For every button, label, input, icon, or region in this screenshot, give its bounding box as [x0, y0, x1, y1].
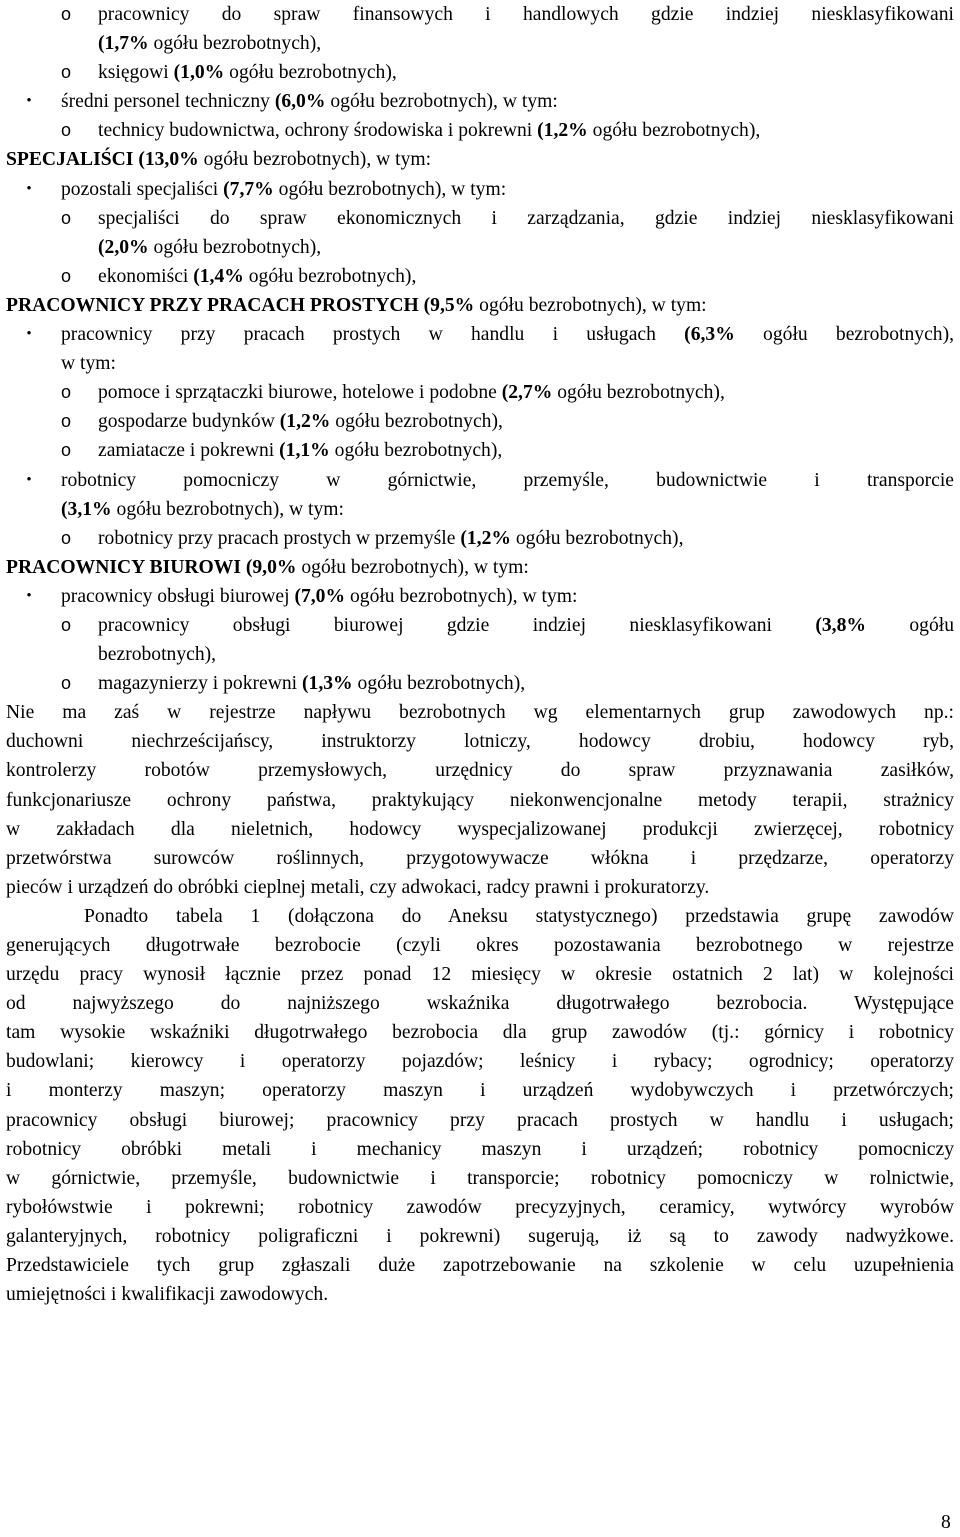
- item-text: pomoce i sprzątaczki biurowe, hotelowe i podobne: [98, 382, 502, 404]
- list-item: [6, 87, 954, 116]
- item-text: robotnicy pomocniczy w górnictwie, przemyśle, budownictwie i transporcie: [61, 469, 954, 491]
- circle-bullet-icon: o: [61, 411, 72, 432]
- list-item: [6, 669, 954, 698]
- item-text-tail: ogółu bezrobotnych), w tym:: [474, 294, 707, 316]
- paragraph-line: w górnictwie, przemyśle, budownictwie i transporcie; robotnicy pomocniczy w rolnictwie,: [6, 1167, 954, 1189]
- paragraph-line: generujących długotrwałe bezrobocie (czyli okres pozostawania bezrobotnego w rejestrze: [6, 935, 954, 956]
- paragraph-long-term-unemployment: [6, 902, 954, 1309]
- item-text-tail: ogółu bezrobotnych), w tym:: [345, 585, 578, 607]
- circle-bullet-icon: o: [61, 673, 72, 694]
- percent-value: (3,1%: [61, 498, 112, 520]
- item-text: specjaliści do spraw ekonomicznych i zarządzania, gdzie indziej niesklasyfikowani: [98, 207, 954, 229]
- bullet-icon: •: [26, 587, 32, 604]
- page-number: 8: [941, 1512, 951, 1533]
- percent-value: (6,3%: [684, 324, 735, 346]
- item-text: księgowi: [98, 62, 174, 84]
- list-item: [6, 0, 954, 58]
- list-item: [6, 407, 954, 436]
- item-text: średni personel techniczny: [61, 91, 275, 113]
- item-text-cont: bezrobotnych),: [98, 644, 217, 666]
- percent-value: (1,0%: [173, 62, 225, 84]
- circle-bullet-icon: o: [61, 265, 72, 286]
- paragraph-line: pieców i urządzeń do obróbki cieplnej metali, czy adwokaci, radcy prawni i prokuratorzy.: [6, 876, 710, 898]
- item-text: zamiatacze i pokrewni: [98, 440, 280, 462]
- item-text-tail: ogółu bezrobotnych), w tym:: [198, 149, 432, 171]
- occupation-list: [6, 0, 954, 698]
- item-text-tail: ogółu bezrobotnych),: [148, 236, 322, 258]
- paragraph-line: Przedstawiciele tych grup zgłaszali duże zapotrzebowanie na szkolenie w celu uzupełnienia: [6, 1255, 954, 1277]
- list-item: [6, 116, 954, 145]
- percent-value: (9,0%: [245, 556, 297, 578]
- list-item: [6, 145, 954, 174]
- circle-bullet-icon: o: [61, 614, 72, 635]
- item-text: pracownicy do spraw finansowych i handlowych gdzie indziej niesklasyfikowani: [98, 4, 954, 25]
- item-text-tail: ogółu bezrobotnych),: [243, 265, 417, 287]
- percent-value: (1,2%: [537, 120, 588, 142]
- list-item: [6, 582, 954, 611]
- percent-value: (1,2%: [460, 527, 511, 549]
- paragraph-line: tam wysokie wskaźniki długotrwałego bezrobocia dla grup zawodów (tj.: górnicy i robotnicy: [6, 1022, 954, 1044]
- paragraph-line: i monterzy maszyn; operatorzy maszyn i urządzeń wydobywczych i przetwórczych;: [6, 1080, 954, 1102]
- list-item: [6, 204, 954, 262]
- list-item: [6, 291, 954, 320]
- paragraph-line: przetwórstwa surowców roślinnych, przygotowywacze włókna i przędzarze, operatorzy: [6, 847, 954, 869]
- bullet-icon: •: [26, 471, 32, 488]
- list-item: [6, 320, 954, 378]
- item-text-cont: [61, 495, 954, 524]
- document-page: [6, 0, 954, 1309]
- list-item: [6, 262, 954, 291]
- item-text-cont: [98, 233, 954, 262]
- item-text-tail: ogółu bezrobotnych),: [329, 440, 503, 462]
- item-text-tail: ogółu bezrobotnych), w tym:: [111, 498, 344, 520]
- circle-bullet-icon: o: [61, 120, 72, 141]
- percent-value: (3,8%: [815, 614, 866, 636]
- paragraph-line: rybołówstwie i pokrewni; robotnicy zawodów precyzyjnych, ceramicy, wytwórcy wyrobów: [6, 1196, 954, 1218]
- circle-bullet-icon: o: [61, 207, 72, 228]
- category-heading: PRACOWNICY BIUROWI: [6, 556, 241, 578]
- item-text-tail: ogółu bezrobotnych),: [734, 324, 954, 346]
- paragraph-line: funkcjonariusze ochrony państwa, praktykujący niekonwencjonalne metody terapii, strażnicy: [6, 789, 954, 811]
- percent-value: (2,0%: [98, 236, 149, 258]
- item-text-tail: ogółu bezrobotnych), w tym:: [296, 556, 529, 578]
- item-text: ekonomiści: [98, 265, 194, 287]
- item-text-tail: ogółu bezrobotnych),: [330, 411, 503, 433]
- item-text: pracownicy przy pracach prostych w handlu i usługach: [61, 324, 685, 346]
- list-item: [6, 378, 954, 407]
- item-text-tail: ogółu bezrobotnych),: [587, 120, 761, 142]
- paragraph-line: kontrolerzy robotów przemysłowych, urzędnicy do spraw przyznawania zasiłków,: [6, 760, 954, 782]
- item-text-tail: ogółu bezrobotnych), w tym:: [325, 91, 558, 113]
- paragraph-line: duchowni niechrześcijańscy, instruktorzy lotniczy, hodowcy drobiu, hodowcy ryb,: [6, 731, 954, 753]
- item-text: pracownicy obsługi biurowej gdzie indziej niesklasyfikowani: [98, 614, 816, 636]
- list-item: [6, 175, 954, 204]
- paragraph-line: od najwyższego do najniższego wskaźnika długotrwałego bezrobocia. Występujące: [6, 993, 954, 1015]
- percent-value: (6,0%: [274, 91, 326, 113]
- circle-bullet-icon: o: [61, 62, 72, 83]
- list-item: [6, 524, 954, 553]
- item-text: gospodarze budynków: [98, 411, 280, 433]
- circle-bullet-icon: o: [61, 382, 72, 403]
- paragraph-line: robotnicy obróbki metali i mechanicy maszyn i urządzeń; robotnicy pomocniczy: [6, 1138, 954, 1160]
- item-text-cont: w tym:: [61, 353, 116, 375]
- paragraph-line: Ponadto tabela 1 (dołączona do Aneksu statystycznego) przedstawia grupę zawodów: [84, 905, 954, 927]
- item-text-tail: ogółu bezrobotnych),: [224, 62, 397, 84]
- item-text-tail: ogółu bezrobotnych), w tym:: [273, 178, 507, 200]
- percent-value: (1,2%: [279, 411, 331, 433]
- item-text-cont: [98, 29, 954, 58]
- item-text: pracownicy obsługi biurowej: [61, 585, 295, 607]
- paragraph-line: budowlani; kierowcy i operatorzy pojazdów; leśnicy i rybacy; ogrodnicy; operatorzy: [6, 1051, 954, 1073]
- item-text-tail: ogółu bezrobotnych),: [148, 33, 322, 55]
- item-text-tail: ogółu bezrobotnych),: [352, 673, 526, 695]
- item-text-tail: ogółu bezrobotnych),: [552, 382, 725, 404]
- percent-value: (2,7%: [501, 382, 553, 404]
- percent-value: (1,1%: [279, 440, 330, 462]
- paragraph-line: Nie ma zaś w rejestrze napływu bezrobotnych wg elementarnych grup zawodowych np.:: [6, 702, 954, 724]
- percent-value: (1,7%: [98, 33, 149, 55]
- paragraph-line: galanteryjnych, robotnicy poligraficzni i pokrewni) sugerują, iż są to zawody nadwyżkowe.: [6, 1225, 954, 1247]
- percent-value: (13,0%: [138, 149, 199, 171]
- category-heading: SPECJALIŚCI: [6, 149, 134, 171]
- list-item: [6, 466, 954, 524]
- bullet-icon: •: [26, 326, 32, 343]
- percent-value: (7,0%: [294, 585, 346, 607]
- paragraph-line: urzędu pracy wynosił łącznie przez ponad 12 miesięcy w okresie ostatnich 2 lat) w kolejności: [6, 964, 954, 986]
- item-text: pozostali specjaliści: [61, 178, 224, 200]
- list-item: [6, 611, 954, 669]
- item-text: magazynierzy i pokrewni: [98, 673, 303, 695]
- list-item: [6, 58, 954, 87]
- bullet-icon: •: [26, 180, 32, 197]
- item-text-tail: ogółu bezrobotnych),: [510, 527, 684, 549]
- bullet-icon: •: [26, 93, 32, 110]
- circle-bullet-icon: o: [61, 4, 72, 24]
- category-heading: PRACOWNICY PRZY PRACACH PROSTYCH: [6, 294, 419, 316]
- item-text: technicy budownictwa, ochrony środowiska i pokrewni: [98, 120, 538, 142]
- list-item: [6, 436, 954, 465]
- item-text: [61, 320, 954, 349]
- percent-value: (1,3%: [302, 673, 353, 695]
- percent-value: (9,5%: [423, 294, 475, 316]
- percent-value: (1,4%: [193, 265, 244, 287]
- circle-bullet-icon: o: [61, 527, 72, 548]
- paragraph-line: pracownicy obsługi biurowej; pracownicy przy pracach prostych w handlu i usługach;: [6, 1109, 954, 1131]
- paragraph-missing-occupations: [6, 698, 954, 902]
- paragraph-line: w zakładach dla nieletnich, hodowcy wyspecjalizowanej produkcji zwierzęcej, robotnicy: [6, 818, 954, 840]
- item-text: [98, 611, 954, 640]
- list-item: [6, 553, 954, 582]
- circle-bullet-icon: o: [61, 440, 72, 461]
- item-text: robotnicy przy pracach prostych w przemyśle: [98, 527, 461, 549]
- item-text-tail: ogółu: [865, 614, 954, 636]
- paragraph-line: umiejętności i kwalifikacji zawodowych.: [6, 1284, 329, 1306]
- percent-value: (7,7%: [223, 178, 274, 200]
